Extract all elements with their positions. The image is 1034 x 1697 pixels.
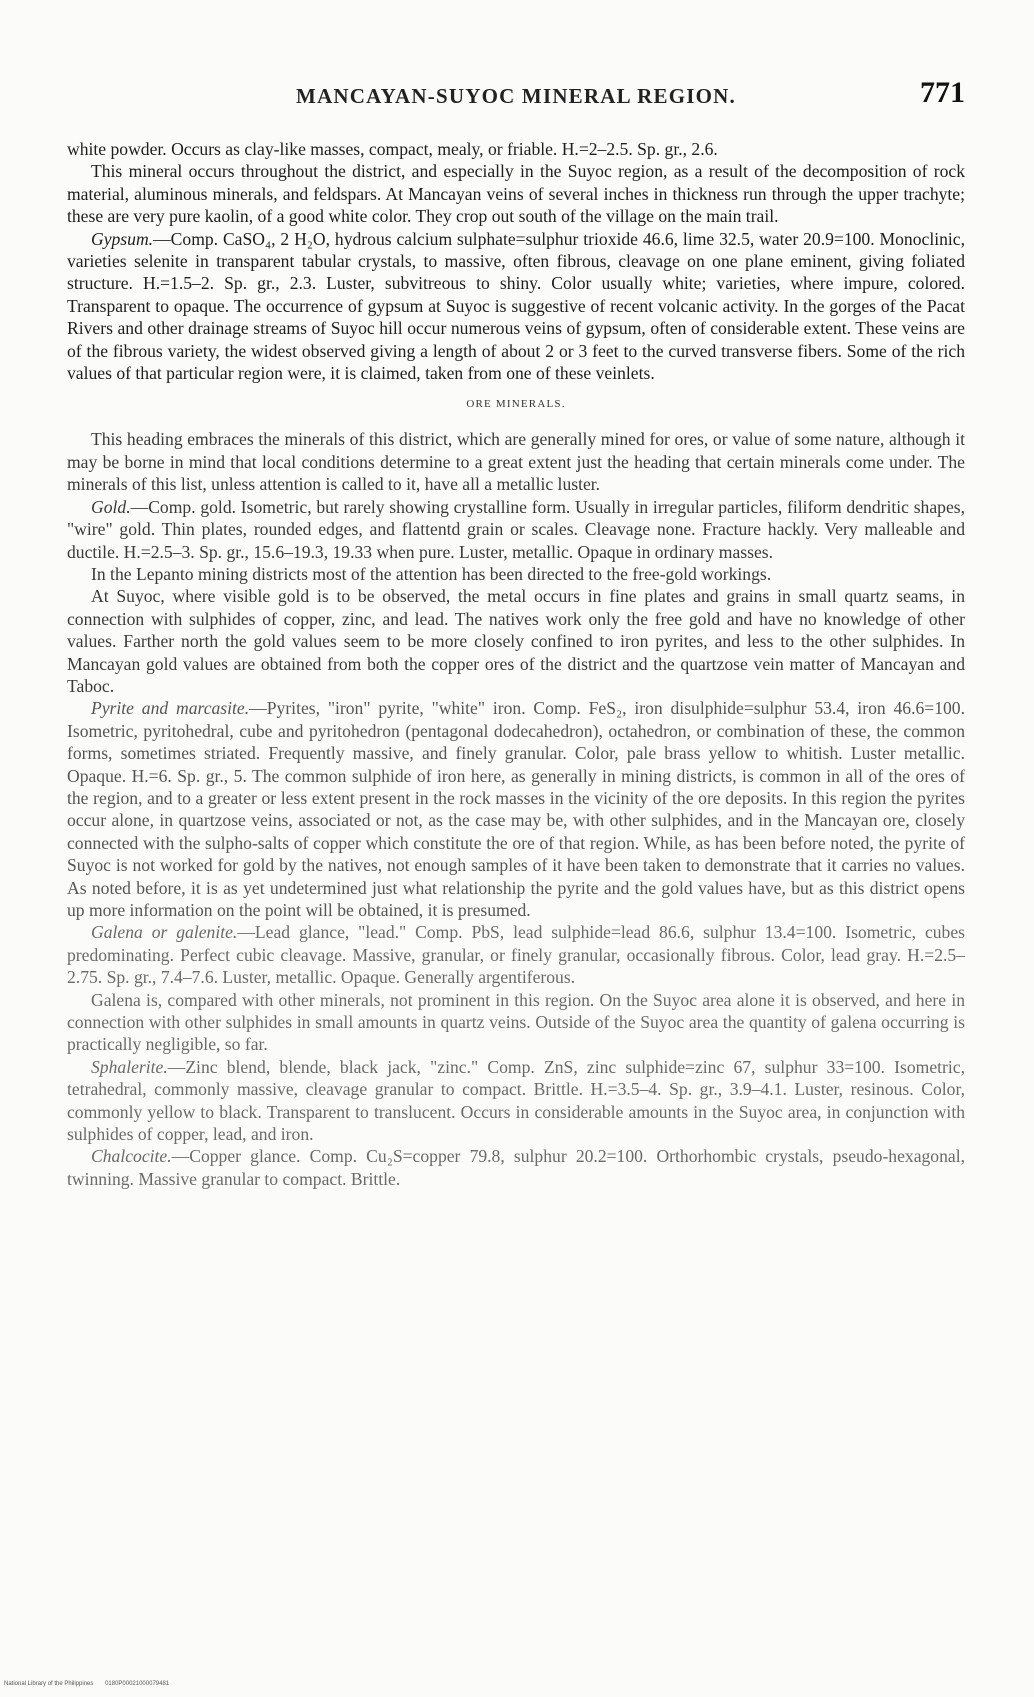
mineral-name: Pyrite and marcasite. xyxy=(91,698,250,719)
body-text xyxy=(67,138,965,1190)
library-credit: National Library of the Philippines xyxy=(4,1681,94,1687)
paragraph: Gold.—Comp. gold. Isometric, but rarely showing crystalline form. Usually in irregular particles, filiform dendritic shapes, "wire" gold. Thin plates, rounded edges, and flattentd grain or scales. Cleavage none. Fracture hackly. Very malleable and ductile. H.=2.5–3. Sp. gr., 15.6–19.3, 19.33 when pure. Luster, metallic. Opaque in ordinary masses. xyxy=(67,496,965,562)
paragraph: Sphalerite.—Zinc blend, blende, black jack, "zinc." Comp. ZnS, zinc sulphide=zinc 67, sulphur 33=100. Isometric, tetrahedral, commonly massive, cleavage granular to compact. Brittle. H.=3.5–4. Sp. gr., 3.9–4.1. Luster, resinous. Color, commonly yellow to black. Transparent to translucent. Occurs in considerable amounts in the Suyoc area, in conjunction with sulphides of copper, lead, and iron. xyxy=(67,1056,965,1145)
paragraph: Pyrite and marcasite.—Pyrites, "iron" pyrite, "white" iron. Comp. FeS₂, iron disulphide=sulphur 53.4, iron 46.6=100. Isometric, pyritohedral, cube and pyritohedron (pentagonal dodecahedron), octahedron, or combination of these, the common forms, sometimes striated. Frequently massive, and finely granular. Color, pale brass yellow to whitish. Luster metallic. Opaque. H.=6. Sp. gr., 5. The common sulphide of iron here, as generally in mining districts, is common in all of the ores of the region, and to a greater or less extent present in the rock masses in the vicinity of the ore deposits. In this region the pyrites occur alone, in quartzose veins, associated or not, as the case may be, with other sulphides, and in the Mancayan ore, closely connected with the sulpho-salts of copper which constitute the ore of that region. While, as has been before noted, the pyrite of Suyoc is not worked for gold by the natives, not enough samples of it have been taken to demonstrate that it carries no values. As noted before, it is as yet undetermined just what relationship the pyrite and the gold values have, but as this district opens up more information on the point will be obtained, it is presumed. xyxy=(67,698,965,920)
mineral-name: Sphalerite. xyxy=(91,1056,168,1077)
paragraph: Gypsum.—Comp. CaSO₄, 2 H₂O, hydrous calcium sulphate=sulphur trioxide 46.6, lime 32.5, water 20.9=100. Monoclinic, varieties selenite in transparent tabular crystals, to massive, often fibrous, cleavage on one plane eminent, giving foliated structure. H.=1.5–2. Sp. gr., 2.3. Luster, subvitreous to shiny. Color usually white; varieties, where impure, colored. Transparent to opaque. The occurrence of gypsum at Suyoc is suggestive of recent volcanic activity. In the gorges of the Pacat Rivers and other drainage streams of Suyoc hill occur numerous veins of gypsum, often of considerable extent. These veins are of the fibrous variety, the widest observed giving a length of about 2 or 3 feet to the curved transverse fibers. Some of the rich values of that particular region were, it is claimed, taken from one of these veinlets. xyxy=(67,228,965,384)
paragraph: Galena is, compared with other minerals, not prominent in this region. On the Suyoc area alone it is observed, and here in connection with other sulphides in small amounts in quartz veins. Outside of the Suyoc area the quantity of galena occurring is practically negligible, so far. xyxy=(67,989,965,1055)
paragraph: At Suyoc, where visible gold is to be observed, the metal occurs in fine plates and grains in small quartz seams, in connection with sulphides of copper, zinc, and lead. The natives work only the free gold and have no knowledge of other values. Farther north the gold values seem to be more closely confined to iron pyrites, and less to the other sulphides. In Mancayan gold values are obtained from both the copper ores of the district and the quartzose vein matter of Mancayan and Taboc. xyxy=(67,586,965,696)
section-heading: ORE MINERALS. xyxy=(466,398,566,411)
paragraph: This mineral occurs throughout the district, and especially in the Suyoc region, as a result of the decomposition of rock material, aluminous minerals, and feldspars. At Mancayan veins of several inches in thickness run through the upper trachyte; these are very pure kaolin, of a good white color. They crop out south of the village on the main trail. xyxy=(67,161,965,227)
mineral-name: Gold. xyxy=(91,496,131,517)
mineral-name: Chalcocite. xyxy=(91,1146,172,1167)
paragraph: white powder. Occurs as clay-like masses, compact, mealy, or friable. H.=2–2.5. Sp. gr., 2.6. xyxy=(67,139,718,159)
paragraph: This heading embraces the minerals of this district, which are generally mined for ores, or value of some nature, although it may be borne in mind that local conditions determine to a great extent just the heading that certain minerals come under. The minerals of this list, unless attention is called to it, have all a metallic luster. xyxy=(67,429,965,495)
paragraph: Chalcocite.—Copper glance. Comp. Cu₂S=copper 79.8, sulphur 20.2=100. Orthorhombic crystals, pseudo-hexagonal, twinning. Massive granular to compact. Brittle. xyxy=(67,1146,965,1189)
page-number: 771 xyxy=(920,76,965,109)
page-header xyxy=(67,70,965,110)
scan-code: 0180P00021000079481 xyxy=(105,1681,170,1687)
paragraph: Galena or galenite.—Lead glance, "lead." Comp. PbS, lead sulphide=lead 86.6, sulphur 13.4=100. Isometric, cubes predominating. Perfect cubic cleavage. Massive, granular, or finely granular, occasionally fibrous. Color, lead gray. H.=2.5–2.75. Sp. gr., 7.4–7.6. Luster, metallic. Opaque. Generally argentiferous. xyxy=(67,922,966,988)
paragraph: In the Lepanto mining districts most of the attention has been directed to the free-gold workings. xyxy=(91,563,772,584)
scan-footer xyxy=(4,1681,179,1687)
mineral-name: Gypsum. xyxy=(91,228,154,249)
mineral-name: Galena or galenite. xyxy=(91,922,238,943)
running-title: MANCAYAN-SUYOC MINERAL REGION. xyxy=(296,84,736,108)
document-page xyxy=(67,70,965,1190)
